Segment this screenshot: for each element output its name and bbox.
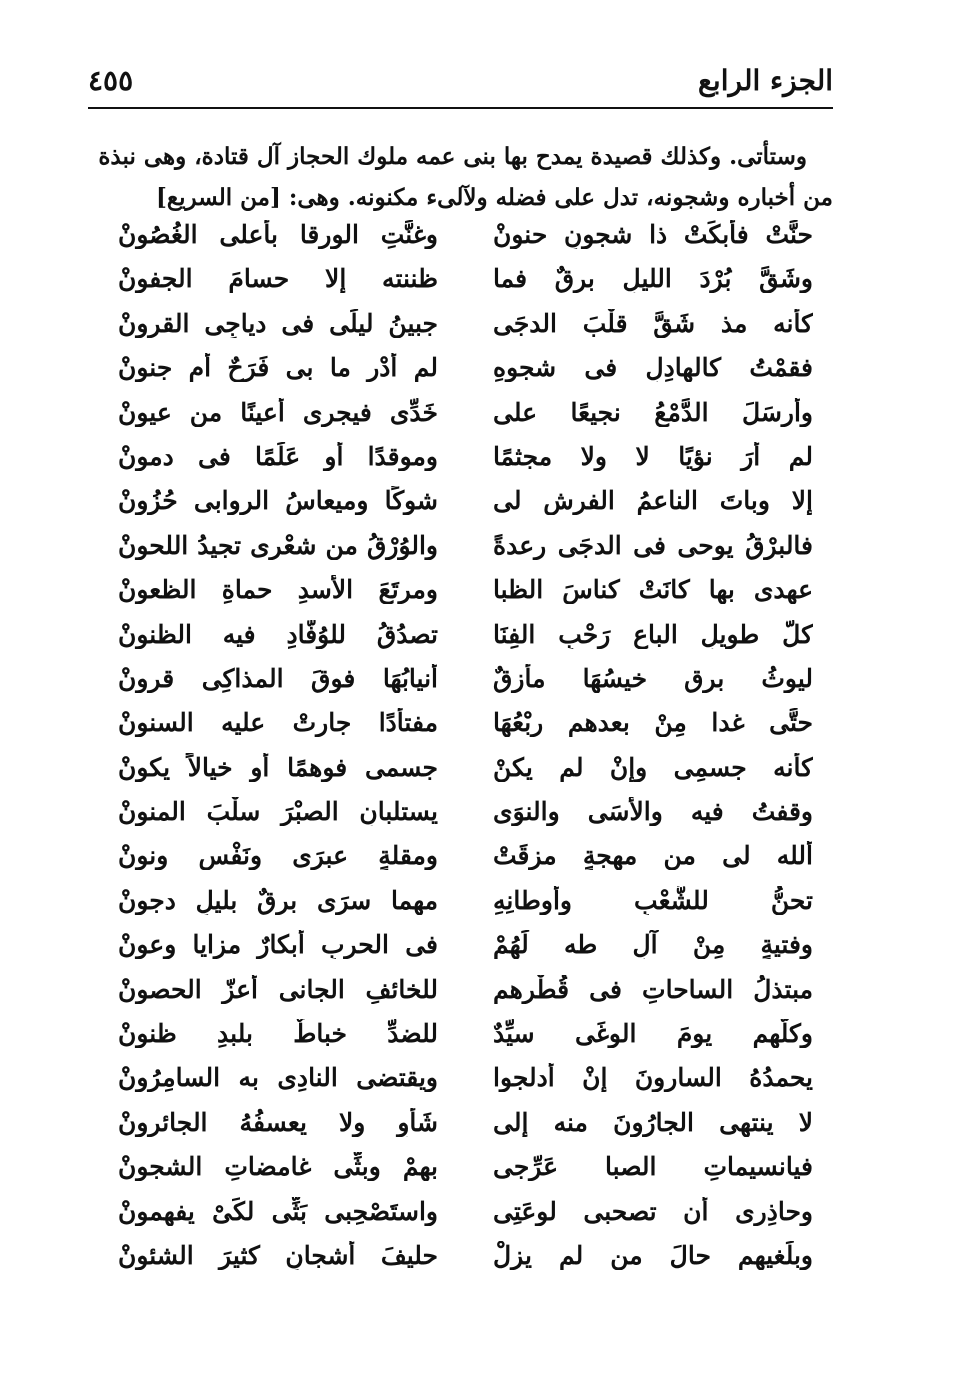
verse-line — [118, 351, 813, 395]
first-hemistich: يحمدُهُ السارونَ إنْ أدلجوا — [493, 1063, 813, 1093]
page-number: ٤٥٥ — [88, 64, 134, 97]
second-hemistich: جبينُ ليلَى فى دياجِى القرونْ — [118, 308, 438, 338]
second-hemistich: ويقتضى النادِى به السامِرُونْ — [118, 1063, 438, 1093]
second-hemistich: فى الحربِ أبكارٌ مزايا وعونْ — [118, 930, 438, 960]
poem — [118, 218, 813, 1283]
verse-line — [118, 484, 813, 528]
second-hemistich: شَأوٍ ولا يعسفُهُ الجائرونْ — [118, 1107, 438, 1137]
verse-line — [118, 1106, 813, 1150]
second-hemistich: يستلبانِ الصبْرَ سلْبَ المنونْ — [118, 797, 438, 827]
first-hemistich: ألله لى من مهجةٍ مزقَتْ — [493, 841, 813, 871]
first-hemistich: حتَّى غدا مِنْ بعدهم ربْعُهَا — [493, 708, 813, 738]
second-hemistich: وموقدًا أو عَلَمًا فى دمونْ — [118, 441, 438, 471]
second-hemistich: ومقلةٍ عبرَى ونَفْسٍ ونونْ — [118, 841, 438, 871]
page-header — [88, 60, 833, 106]
verse-line — [118, 795, 813, 839]
second-hemistich: وغنَّتِ الورقا بأعلى الغُصُونْ — [118, 220, 438, 249]
second-hemistich: بهمْ وبثِّى غامضاتِ الشجونْ — [118, 1152, 438, 1182]
second-hemistich: مفتأدًا جارتْ عليه السنونْ — [118, 708, 438, 738]
second-hemistich: جسمى فوهمًا أو خيالاً يكونْ — [118, 752, 438, 782]
first-hemistich: وقفتُ فيه والأسَى والنوَى — [493, 797, 813, 827]
second-hemistich: لم أدْرِ ما بى فَرَحٌ أم جنونْ — [118, 353, 438, 383]
intro-line: وستأتى. وكذلك قصيدة يمدح بها بنى عمه ملوك الحجاز آل قتادة، وهى نبذة — [98, 143, 807, 170]
verse-line — [118, 262, 813, 306]
second-hemistich: واستَصْحِبى بَثِّى لكَىْ يفهمونْ — [118, 1196, 438, 1226]
verse-line — [118, 706, 813, 750]
verse-line — [118, 1239, 813, 1283]
intro-line: من أخباره وشجونه، تدل على فضله ولآلىء مكنونه. وهى: [من السريع] — [156, 184, 833, 211]
first-hemistich: لا ينتهى الجارُونَ منه إلى — [493, 1107, 813, 1137]
second-hemistich: أنيابُهَا فوقَ المذاكِى قرونْ — [118, 663, 438, 693]
second-hemistich: مهما سرَى برقٌ بليلٍ دجونْ — [118, 885, 438, 915]
intro-paragraph — [88, 136, 833, 218]
first-hemistich: وأرسَلَ الدَّمْعُ نجيعًا على — [493, 397, 813, 427]
first-hemistich: فقمْتُ كالهادِلِ فى شجوِهِ — [493, 353, 813, 383]
first-hemistich: إلا وباتَ الناعمُ الفرشِ لى — [493, 486, 813, 516]
verse-line — [118, 973, 813, 1017]
first-hemistich: وفتيةٍ مِنْ آلِ طه لَهُمْ — [493, 930, 813, 960]
second-hemistich: للخائفِ الجانى أعزّ الحصونْ — [118, 974, 438, 1004]
first-hemistich: وبلِّغيهم حالَ من لم يزلْ — [493, 1240, 813, 1270]
verse-line — [118, 529, 813, 573]
second-hemistich: شوكًا وميعاسُ الروابى حُزُونْ — [118, 486, 438, 516]
first-hemistich: فيانسيماتِ الصبا عَرِّجى — [493, 1152, 813, 1182]
first-hemistich: حنَّتْ فأبكَتْ ذا شجونٍ حنونْ — [493, 220, 813, 249]
first-hemistich: كلُّ طويلِ الباعِ رَحْبِ الفِنَا — [493, 619, 813, 649]
first-hemistich: وكلُّهم يومَ الوغَى سيِّدٌ — [493, 1019, 813, 1049]
verse-line — [118, 884, 813, 928]
verse-line — [118, 573, 813, 617]
second-hemistich: ظننته إلا حسامَ الجفونْ — [118, 264, 438, 294]
verse-line — [118, 440, 813, 484]
verse-line — [118, 1195, 813, 1239]
first-hemistich: مبتذلُ الساحاتِ فى قُطْرهم — [493, 974, 813, 1004]
first-hemistich: وشَقَّ بُرْدَ الليلِ برقٌ فما — [493, 264, 813, 294]
verse-line — [118, 307, 813, 351]
first-hemistich: كأنه مذ شَقَّ قلْبَ الدجَى — [493, 308, 813, 338]
second-hemistich: والوُرْقُ من شعْرى تجيدُ اللحونْ — [118, 530, 438, 560]
second-hemistich: ومرتَعَ الأسدِ حماةِ الظعونْ — [118, 575, 438, 605]
second-hemistich: للضدِّ خباطٌ بلبدِ ظنونْ — [118, 1019, 438, 1049]
second-hemistich: تصدُقُ للوُفَّادِ فيه الظنونْ — [118, 619, 438, 649]
second-hemistich: خَدِّى فيجرى أعينًا من عيونْ — [118, 397, 438, 427]
second-hemistich: حليفَ أشجانٍ كثيرَ الشئونْ — [118, 1240, 438, 1270]
first-hemistich: لم أرَ نؤيًا لا ولا مجثمًا — [493, 441, 813, 471]
verse-line — [118, 1061, 813, 1105]
verse-line — [118, 218, 813, 262]
volume-title: الجزء الرابع — [698, 64, 833, 97]
verse-line — [118, 928, 813, 972]
verse-line — [118, 1150, 813, 1194]
verse-line — [118, 396, 813, 440]
verse-line — [118, 751, 813, 795]
verse-line — [118, 662, 813, 706]
first-hemistich: تحنُّ للشُّعْبِ وأوطانِهِ — [493, 885, 813, 915]
first-hemistich: عهدى بها كانَتْ كناسَ الظبا — [493, 575, 813, 605]
first-hemistich: فالبرْقُ يوحى فى الدجَى رعدةً — [493, 530, 813, 560]
first-hemistich: كأنه جسمِى وإنْ لم يكنْ — [493, 752, 813, 782]
verse-line — [118, 839, 813, 883]
verse-line — [118, 1017, 813, 1061]
first-hemistich: وحاذِرِى أن تصحبى لوعَتِى — [493, 1196, 813, 1226]
verse-line — [118, 618, 813, 662]
first-hemistich: ليوثُ برقٍ خيسُهَا مأزقٌ — [493, 663, 813, 693]
header-divider — [88, 107, 833, 109]
